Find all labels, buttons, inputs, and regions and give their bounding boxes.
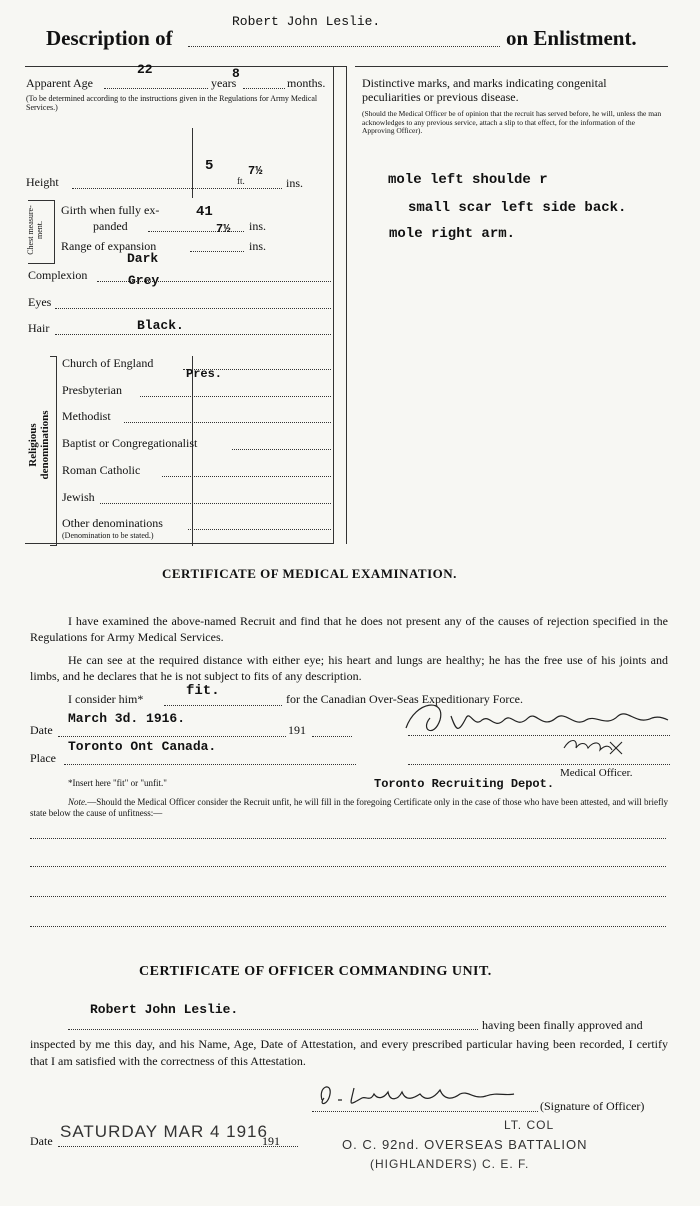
medical-year-line (312, 736, 352, 737)
religion-bracket (50, 356, 57, 546)
unfit-line-2 (30, 866, 666, 867)
form-title-left: Description of (46, 26, 173, 50)
hair-value: Black. (137, 318, 184, 333)
medical-year-prefix: 191 (288, 723, 306, 737)
medical-place-line (64, 764, 356, 765)
religion-note: (Denomination to be stated.) (62, 531, 154, 540)
medical-unfit-note (30, 797, 668, 819)
commanding-signature-label: (Signature of Officer) (540, 1099, 645, 1113)
commanding-officer-signature (310, 1076, 530, 1116)
unfit-line-1 (30, 838, 666, 839)
commanding-date-label: Date (30, 1134, 53, 1148)
religion-methodist: Methodist (62, 409, 111, 423)
chest-side-label: Chest measure-ment. (26, 205, 44, 255)
commanding-cert-heading: CERTIFICATE OF OFFICER COMMANDING UNIT. (139, 964, 492, 979)
force-label: for the Canadian Over-Seas Expeditionary Force. (286, 692, 524, 706)
stamp-line-3: (HIGHLANDERS) C. E. F. (370, 1157, 530, 1171)
religion-value: Pres. (186, 367, 223, 381)
age-months-line (243, 88, 285, 89)
religion-line-4 (232, 449, 331, 450)
date-stamp: SATURDAY MAR 4 1916 (60, 1122, 268, 1141)
eyes-label: Eyes (28, 295, 52, 309)
mark-entry-1: mole left shoulde r (388, 172, 548, 188)
religion-line-3 (124, 422, 331, 423)
age-years-line (104, 88, 208, 89)
unfit-line-4 (30, 926, 666, 927)
religion-jewish: Jewish (62, 490, 95, 504)
religion-presbyterian: Presbyterian (62, 383, 122, 397)
height-inches-value: 7½ (248, 164, 263, 178)
note-label: Note. (68, 797, 88, 807)
complexion-label: Complexion (28, 268, 88, 282)
girth-value: 41 (196, 204, 213, 220)
girth-label-2: panded (93, 219, 128, 233)
unfit-line-3 (30, 896, 666, 897)
hair-line (55, 334, 331, 335)
eyes-value: Grey (128, 273, 160, 288)
stamp-line-1: LT. COL (504, 1118, 555, 1132)
marks-heading: Distinctive marks, and marks indicating congenital peculiarities or previous disease. (362, 76, 607, 104)
medical-para-2: He can see at the required distance with either eye; his heart and lungs are healthy; he has the free use of his joints and limbs, and he declares that he is not subject to fits of any description. (30, 653, 668, 683)
medical-officer-signature (396, 690, 676, 770)
religion-line-6 (100, 503, 331, 504)
age-months-label: months. (287, 76, 326, 90)
mark-entry-2: small scar left side back. (408, 200, 627, 216)
column-divider (346, 66, 347, 544)
age-years-value: 22 (137, 62, 153, 77)
medical-para-1: I have examined the above-named Recruit and find that he does not present any of the causes of rejection specified in the Regulations for Army Medical Services. (30, 614, 668, 644)
top-rule-right (355, 66, 668, 67)
marks-note: (Should the Medical Officer be of opinion that the recruit has served before, he will, unless the man acknowledges to any previous service, attach a slip to that effect, for the information of the Approving Officer). (362, 109, 662, 135)
age-years-label: years (211, 76, 237, 90)
religion-side-label: Religious denominations (27, 410, 51, 480)
top-rule-left (25, 66, 347, 67)
consider-value: fit. (186, 683, 220, 699)
commanding-signature-line (312, 1111, 538, 1112)
medical-officer-label: Medical Officer. (560, 767, 633, 779)
hair-label: Hair (28, 321, 50, 335)
range-ins-label: ins. (249, 239, 267, 253)
religion-roman-catholic: Roman Catholic (62, 463, 141, 477)
note-text: —Should the Medical Officer consider the Recruit unfit, he will fill in the foregoing Certificate only in the case of those who have been attested, and will briefly state below the cause of unfitness:— (30, 797, 668, 818)
recruiting-depot: Toronto Recruiting Depot. (374, 777, 555, 791)
range-value: 7½ (216, 222, 231, 236)
commanding-year-prefix: 191 (262, 1134, 280, 1148)
religion-box-rule (192, 356, 193, 546)
consider-label: I consider him* (68, 692, 144, 706)
medical-place-label: Place (30, 751, 56, 765)
insert-note: *Insert here "fit" or "unfit." (68, 778, 167, 788)
religion-church-of-england: Church of England (62, 356, 154, 370)
commanding-recruit-name: Robert John Leslie. (90, 1002, 239, 1017)
age-months-value: 8 (232, 66, 240, 81)
complexion-value: Dark (127, 251, 159, 266)
medical-date-value: March 3d. 1916. (68, 711, 186, 726)
girth-label-1: Girth when fully ex- (61, 203, 160, 217)
form-title-right: on Enlistment. (506, 26, 637, 50)
mark-entry-3: mole right arm. (389, 226, 516, 242)
commanding-text-2: inspected by me this day, and his Name, Age, Date of Attestation, and every prescribed particular having been recorded, I certify that I am satisfied with the correctness of this Attestation. (30, 1037, 668, 1068)
height-feet-value: 5 (205, 158, 214, 174)
range-label: Range of expansion (61, 239, 157, 253)
medical-officer-line (408, 764, 670, 765)
recruit-name-header: Robert John Leslie. (232, 14, 381, 29)
height-line (72, 188, 282, 189)
height-ins-label: ins. (286, 176, 304, 190)
inner-column-rule (333, 66, 334, 544)
consider-line (164, 705, 282, 706)
age-label: Apparent Age (26, 76, 93, 90)
medical-date-line (58, 736, 286, 737)
age-note: (To be determined according to the instructions given in the Regulations for Army Medical Services.) (26, 94, 318, 112)
commanding-date-line (58, 1146, 298, 1147)
medical-signature-line (408, 735, 670, 736)
height-ft-label: ft. (237, 176, 245, 186)
commanding-name-line (68, 1029, 478, 1030)
height-label: Height (26, 175, 59, 189)
medical-date-label: Date (30, 723, 53, 737)
bottom-rule-left (25, 543, 334, 544)
religion-baptist: Baptist or Congregationalist (62, 436, 198, 450)
stamp-line-2: O. C. 92nd. OVERSEAS BATTALION (342, 1137, 588, 1152)
religion-line-7 (188, 529, 331, 530)
religion-line-2 (140, 396, 331, 397)
eyes-line (55, 308, 331, 309)
girth-ins-label: ins. (249, 219, 267, 233)
medical-cert-heading: CERTIFICATE OF MEDICAL EXAMINATION. (162, 566, 457, 581)
medical-place-value: Toronto Ont Canada. (68, 739, 217, 754)
religion-line-5 (162, 476, 331, 477)
religion-other: Other denominations (62, 516, 163, 530)
commanding-text-1: having been finally approved and (482, 1018, 643, 1032)
title-dotted-line (188, 46, 500, 47)
range-line (190, 251, 244, 252)
